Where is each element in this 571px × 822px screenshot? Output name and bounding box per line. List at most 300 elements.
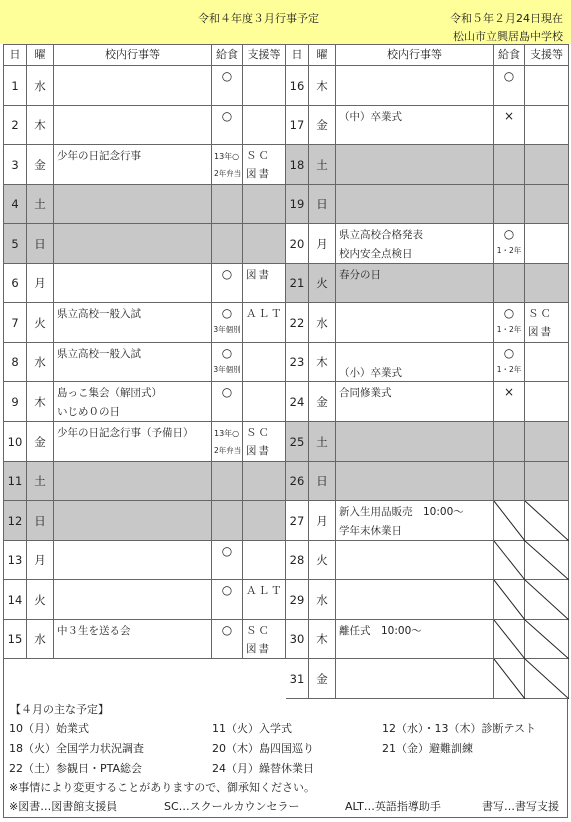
support-line	[528, 108, 568, 126]
weekday-cell: 木	[27, 382, 54, 422]
meal-mark: ○	[221, 306, 233, 320]
event-line	[339, 424, 493, 443]
event-cell	[336, 66, 494, 106]
support-line: 図書	[528, 326, 553, 338]
meal-cell	[494, 224, 525, 264]
header-bar	[0, 0, 571, 44]
support-cell	[525, 185, 569, 224]
meal-note	[212, 639, 242, 642]
meal-cell	[494, 422, 525, 462]
event-line: 校内安全点検日	[339, 248, 413, 260]
support-cell	[525, 145, 569, 185]
meal-note: 1・2年	[496, 325, 522, 334]
event-cell	[54, 185, 212, 224]
meal-cell	[494, 541, 525, 580]
day-cell: 20	[286, 224, 309, 264]
weekday-cell: 月	[309, 224, 336, 264]
support-line	[528, 187, 568, 205]
event-cell	[54, 343, 212, 382]
event-cell	[336, 541, 494, 580]
legend-item: SC…スクールカウンセラー	[164, 800, 300, 813]
column-header-events: 校内行事等	[336, 45, 494, 66]
page-title: 令和４年度３月行事予定	[198, 12, 319, 25]
support-cell	[525, 620, 569, 659]
day-cell: 5	[4, 224, 27, 264]
diagonal-strike	[494, 501, 525, 541]
weekday-cell: 月	[27, 264, 54, 303]
event-cell	[54, 501, 212, 541]
weekday-cell: 火	[309, 264, 336, 303]
weekday-cell: 木	[27, 106, 54, 145]
support-line	[528, 464, 568, 482]
day-cell: 22	[286, 303, 309, 343]
meal-cell	[494, 501, 525, 541]
column-header-meal: 給食	[212, 45, 243, 66]
support-cell	[525, 66, 569, 106]
event-cell	[336, 501, 494, 541]
event-line: 春分の日	[339, 269, 381, 281]
event-line: （小）卒業式	[339, 367, 402, 379]
meal-note	[212, 186, 242, 189]
note-item: 24（月）繰替休業日	[212, 762, 314, 775]
support-cell	[525, 462, 569, 501]
event-line	[339, 543, 493, 562]
notes-section	[3, 698, 568, 818]
weekday-cell: 水	[27, 66, 54, 106]
meal-note	[494, 85, 524, 88]
event-cell	[336, 303, 494, 343]
meal-mark: ×	[503, 109, 515, 123]
meal-mark: ○	[221, 267, 233, 281]
event-line	[339, 147, 493, 166]
meal-cell	[212, 145, 243, 185]
day-cell: 7	[4, 303, 27, 343]
support-cell	[243, 303, 286, 343]
event-cell	[336, 145, 494, 185]
meal-note: 3年個別	[213, 365, 241, 374]
meal-note	[494, 423, 524, 426]
support-line	[246, 503, 285, 521]
event-cell	[336, 264, 494, 303]
column-header-day: 日	[4, 45, 27, 66]
day-cell: 24	[286, 382, 309, 422]
event-line	[339, 582, 493, 601]
legend-item: 書写…書写支援	[482, 800, 559, 813]
support-line	[246, 108, 285, 126]
meal-mark: ○	[503, 69, 515, 83]
meal-cell	[212, 620, 243, 659]
day-cell: 12	[4, 501, 27, 541]
event-cell	[54, 303, 212, 343]
event-line	[339, 464, 493, 483]
event-cell	[54, 106, 212, 145]
weekday-cell: 金	[309, 659, 336, 699]
meal-cell	[212, 66, 243, 106]
event-line: 合同修業式	[339, 387, 392, 399]
meal-cell	[212, 580, 243, 620]
change-note: ※事情により変更することがありますので、御承知ください。	[9, 781, 315, 794]
event-line	[57, 187, 211, 206]
meal-cell	[494, 580, 525, 620]
support-line	[246, 345, 285, 363]
weekday-cell: 土	[27, 462, 54, 501]
meal-mark: ○	[221, 69, 233, 83]
meal-cell	[212, 106, 243, 145]
support-cell	[243, 422, 286, 462]
event-line	[339, 305, 493, 324]
day-cell: 27	[286, 501, 309, 541]
event-line	[57, 226, 211, 245]
event-line	[57, 582, 211, 601]
meal-note	[494, 186, 524, 189]
note-item: 18（火）全国学力状況調査	[9, 742, 144, 755]
day-cell: 21	[286, 264, 309, 303]
legend-item: ALT…英語指導助手	[345, 800, 441, 813]
event-line	[57, 108, 211, 127]
event-cell	[336, 343, 494, 382]
meal-mark: 13年○	[214, 429, 240, 438]
weekday-cell: 火	[27, 580, 54, 620]
weekday-cell: 日	[27, 224, 54, 264]
meal-note: 1・2年	[496, 365, 522, 374]
event-cell	[54, 541, 212, 580]
meal-mark: ○	[221, 583, 233, 597]
weekday-cell: 木	[309, 620, 336, 659]
day-cell: 29	[286, 580, 309, 620]
event-cell	[54, 422, 212, 462]
meal-note	[494, 265, 524, 268]
support-cell	[525, 303, 569, 343]
event-line: 学年末休業日	[339, 525, 402, 537]
support-cell	[243, 462, 286, 501]
event-line: 少年の日記念行事（予備日）	[57, 427, 194, 439]
meal-mark: ×	[503, 385, 515, 399]
event-line	[57, 464, 211, 483]
event-line: 島っこ集会（解団式）	[57, 387, 162, 399]
weekday-cell: 金	[309, 382, 336, 422]
diagonal-strike	[525, 501, 569, 541]
support-cell	[525, 541, 569, 580]
support-line: 図書	[246, 445, 271, 457]
weekday-cell: 金	[27, 422, 54, 462]
event-line	[57, 266, 211, 285]
event-cell	[336, 185, 494, 224]
support-cell	[243, 541, 286, 580]
support-line	[528, 266, 568, 284]
support-line	[528, 226, 568, 244]
support-cell	[243, 382, 286, 422]
meal-cell	[494, 343, 525, 382]
support-cell	[243, 501, 286, 541]
meal-cell	[494, 620, 525, 659]
diagonal-strike	[494, 541, 525, 580]
diagonal-strike	[494, 659, 525, 699]
day-cell: 8	[4, 343, 27, 382]
diagonal-strike	[525, 541, 569, 580]
meal-cell	[212, 541, 243, 580]
note-item: 20（木）島四国巡り	[212, 742, 314, 755]
meal-note	[494, 401, 524, 404]
support-line: 図書	[246, 269, 271, 281]
event-cell	[336, 659, 494, 699]
event-line: 中３生を送る会	[57, 625, 131, 637]
day-cell: 30	[286, 620, 309, 659]
meal-mark: ○	[221, 346, 233, 360]
event-line	[57, 503, 211, 522]
meal-cell	[212, 462, 243, 501]
diagonal-strike	[525, 580, 569, 620]
day-cell: 14	[4, 580, 27, 620]
meal-note	[212, 463, 242, 466]
as-of-date: 令和５年２月24日現在	[450, 12, 563, 25]
support-line	[528, 147, 568, 165]
support-cell	[243, 224, 286, 264]
weekday-cell: 水	[309, 580, 336, 620]
diagonal-strike	[525, 620, 569, 659]
support-line	[528, 384, 568, 402]
day-cell: 28	[286, 541, 309, 580]
event-cell	[54, 462, 212, 501]
notes-heading: 【４月の主な予定】	[10, 703, 109, 716]
day-cell: 18	[286, 145, 309, 185]
event-line	[339, 661, 493, 680]
event-cell	[336, 382, 494, 422]
weekday-cell: 金	[27, 145, 54, 185]
support-line: 図書	[246, 168, 271, 180]
day-cell: 26	[286, 462, 309, 501]
weekday-cell: 土	[27, 185, 54, 224]
meal-note	[212, 560, 242, 563]
calendar-table	[3, 44, 569, 699]
legend-item: ※図書…図書館支援員	[9, 800, 118, 813]
support-line	[246, 464, 285, 482]
meal-mark: ○	[221, 385, 233, 399]
day-cell: 13	[4, 541, 27, 580]
meal-note: 2年弁当	[214, 169, 242, 178]
event-line: 県立高校一般入試	[57, 308, 141, 320]
day-cell: 23	[286, 343, 309, 382]
meal-mark: ○	[503, 346, 515, 360]
meal-cell	[494, 264, 525, 303]
weekday-cell: 水	[27, 620, 54, 659]
day-cell: 6	[4, 264, 27, 303]
meal-mark: ○	[503, 227, 515, 241]
note-item: 21（金）避難訓練	[382, 742, 473, 755]
meal-cell	[212, 501, 243, 541]
diagonal-strike	[525, 659, 569, 699]
meal-cell	[212, 264, 243, 303]
day-cell: 15	[4, 620, 27, 659]
weekday-cell: 日	[309, 185, 336, 224]
meal-cell	[212, 343, 243, 382]
weekday-cell: 月	[27, 541, 54, 580]
event-cell	[54, 382, 212, 422]
meal-note	[212, 85, 242, 88]
meal-cell	[212, 224, 243, 264]
support-cell	[525, 264, 569, 303]
weekday-cell: 木	[309, 343, 336, 382]
day-cell: 1	[4, 66, 27, 106]
event-line: （中）卒業式	[339, 111, 402, 123]
note-item: 22（土）参観日・PTA総会	[9, 762, 143, 775]
meal-cell	[494, 66, 525, 106]
support-cell	[243, 185, 286, 224]
event-line: 少年の日記念行事	[57, 150, 141, 162]
meal-note	[212, 502, 242, 505]
day-cell: 31	[286, 659, 309, 699]
event-cell	[54, 264, 212, 303]
meal-note	[212, 125, 242, 128]
event-line	[339, 187, 493, 206]
support-cell	[525, 659, 569, 699]
weekday-cell: 月	[309, 501, 336, 541]
support-line	[246, 187, 285, 205]
meal-note	[212, 599, 242, 602]
column-header-day: 日	[286, 45, 309, 66]
column-header-dow: 曜	[309, 45, 336, 66]
meal-note	[494, 463, 524, 466]
meal-mark: ○	[221, 544, 233, 558]
weekday-cell: 日	[27, 501, 54, 541]
school-name: 松山市立興居島中学校	[453, 30, 563, 43]
event-line	[57, 543, 211, 562]
note-item: 12（水）・13（木）診断テスト	[382, 722, 537, 735]
support-cell	[243, 264, 286, 303]
meal-cell	[494, 185, 525, 224]
day-cell: 11	[4, 462, 27, 501]
support-line	[246, 226, 285, 244]
event-cell	[54, 620, 212, 659]
weekday-cell: 水	[309, 303, 336, 343]
support-cell	[525, 106, 569, 145]
meal-cell	[494, 303, 525, 343]
support-cell	[243, 145, 286, 185]
event-line	[339, 68, 493, 87]
event-line: 新入生用品販売 10:00～	[339, 506, 464, 518]
event-line: 離任式 10:00～	[339, 625, 422, 637]
weekday-cell: 土	[309, 145, 336, 185]
weekday-cell: 日	[309, 462, 336, 501]
day-cell: 17	[286, 106, 309, 145]
meal-note	[494, 146, 524, 149]
meal-cell	[494, 106, 525, 145]
column-header-support: 支援等	[243, 45, 286, 66]
event-line: 県立高校合格発表	[339, 229, 423, 241]
day-cell: 16	[286, 66, 309, 106]
event-cell	[336, 422, 494, 462]
support-cell	[243, 106, 286, 145]
column-header-support: 支援等	[525, 45, 569, 66]
meal-cell	[212, 185, 243, 224]
meal-cell	[494, 145, 525, 185]
column-header-meal: 給食	[494, 45, 525, 66]
event-cell	[54, 66, 212, 106]
event-cell	[336, 106, 494, 145]
support-line	[528, 424, 568, 442]
event-cell	[54, 580, 212, 620]
support-line	[246, 384, 285, 402]
meal-mark: ○	[503, 306, 515, 320]
support-line: ＳＣ	[246, 427, 271, 439]
weekday-cell: 火	[309, 541, 336, 580]
column-header-events: 校内行事等	[54, 45, 212, 66]
support-line	[246, 68, 285, 86]
event-cell	[336, 462, 494, 501]
support-cell	[525, 224, 569, 264]
support-cell	[525, 580, 569, 620]
day-cell: 9	[4, 382, 27, 422]
weekday-cell: 土	[309, 422, 336, 462]
support-cell	[525, 343, 569, 382]
support-line: ＡＬＴ	[246, 585, 284, 597]
weekday-cell: 木	[309, 66, 336, 106]
event-line	[339, 345, 493, 364]
meal-cell	[494, 382, 525, 422]
event-line: 県立高校一般入試	[57, 348, 141, 360]
support-cell	[243, 66, 286, 106]
support-cell	[525, 422, 569, 462]
day-cell: 19	[286, 185, 309, 224]
diagonal-strike	[494, 580, 525, 620]
event-cell	[336, 224, 494, 264]
event-line: いじめ０の日	[57, 406, 120, 418]
meal-cell	[212, 303, 243, 343]
event-cell	[336, 580, 494, 620]
support-line: ＳＣ	[246, 625, 271, 637]
note-item: 10（月）始業式	[9, 722, 89, 735]
meal-mark: ○	[221, 623, 233, 637]
support-cell	[525, 382, 569, 422]
support-line: 図書	[246, 643, 271, 655]
weekday-cell: 火	[27, 303, 54, 343]
support-cell	[243, 580, 286, 620]
meal-note: 1・2年	[496, 246, 522, 255]
support-cell	[243, 343, 286, 382]
meal-note: 3年個別	[213, 325, 241, 334]
meal-mark: 13年○	[214, 152, 240, 161]
day-cell: 25	[286, 422, 309, 462]
meal-cell	[494, 659, 525, 699]
meal-note	[212, 225, 242, 228]
meal-note	[494, 125, 524, 128]
meal-cell	[494, 462, 525, 501]
meal-note	[212, 283, 242, 286]
event-line	[57, 68, 211, 87]
note-item: 11（火）入学式	[212, 722, 292, 735]
support-cell	[525, 501, 569, 541]
support-line: ＡＬＴ	[246, 308, 284, 320]
weekday-cell: 水	[27, 343, 54, 382]
support-line	[528, 345, 568, 363]
event-cell	[336, 620, 494, 659]
weekday-cell: 金	[309, 106, 336, 145]
support-cell	[243, 620, 286, 659]
meal-note	[212, 401, 242, 404]
event-cell	[54, 145, 212, 185]
meal-note: 2年弁当	[214, 446, 242, 455]
support-line	[528, 68, 568, 86]
support-line: ＳＣ	[246, 150, 271, 162]
column-header-dow: 曜	[27, 45, 54, 66]
meal-cell	[212, 422, 243, 462]
day-cell: 2	[4, 106, 27, 145]
meal-mark: ○	[221, 109, 233, 123]
event-cell	[54, 224, 212, 264]
support-line	[246, 543, 285, 561]
day-cell: 10	[4, 422, 27, 462]
day-cell: 4	[4, 185, 27, 224]
day-cell: 3	[4, 145, 27, 185]
